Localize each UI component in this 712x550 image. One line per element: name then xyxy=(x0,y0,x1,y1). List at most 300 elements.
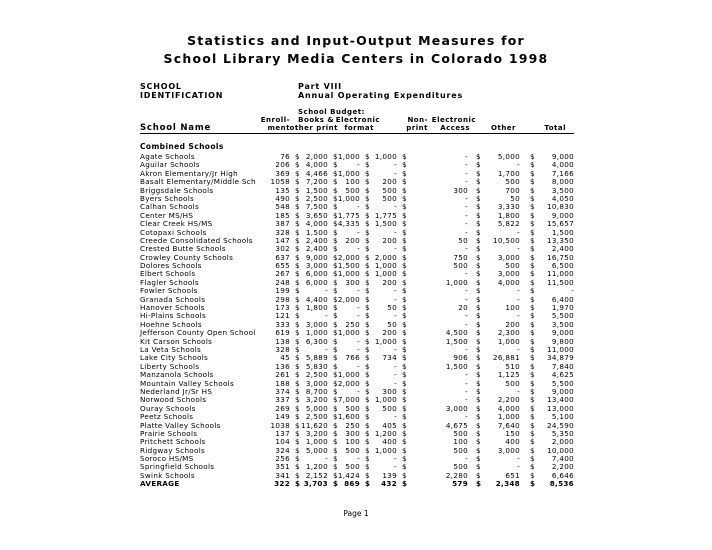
currency-symbol: $ xyxy=(530,445,535,455)
ea-cell: 4,675 xyxy=(445,420,468,430)
currency-symbol: $ xyxy=(476,319,481,329)
ea-cell: 4,500 xyxy=(445,328,468,338)
other-cell: 3,000 xyxy=(497,445,520,455)
currency-symbol: $ xyxy=(402,403,407,413)
np-cell: 1,000 xyxy=(374,269,397,279)
np-cell: - xyxy=(394,227,397,237)
currency-symbol: $ xyxy=(333,353,338,363)
np-cell: - xyxy=(394,311,397,321)
elec-format-header-bottom: format xyxy=(344,124,374,132)
currency-symbol: $ xyxy=(295,277,300,287)
books-header-top: Books & xyxy=(298,116,334,124)
currency-symbol: $ xyxy=(365,344,370,354)
ef-cell: 500 xyxy=(345,462,360,472)
currency-symbol: $ xyxy=(402,454,407,464)
currency-symbol: $ xyxy=(333,210,338,220)
currency-symbol: $ xyxy=(295,378,300,388)
np-cell: 1,500 xyxy=(374,219,397,229)
currency-symbol: $ xyxy=(476,370,481,380)
ea-cell: 500 xyxy=(453,462,468,472)
currency-symbol: $ xyxy=(530,470,535,480)
currency-symbol: $ xyxy=(333,454,338,464)
total-cell: 2,000 xyxy=(551,437,574,447)
currency-symbol: $ xyxy=(295,420,300,430)
currency-symbol: $ xyxy=(333,470,338,480)
np-cell: 1,000 xyxy=(374,261,397,271)
np-cell: - xyxy=(394,370,397,380)
ea-cell: - xyxy=(465,152,468,161)
ef-cell: 1,600 xyxy=(337,412,360,422)
currency-symbol: $ xyxy=(295,177,300,187)
currency-symbol: $ xyxy=(365,244,370,254)
currency-symbol: $ xyxy=(365,235,370,245)
school-name-cell: Flagler Schools xyxy=(140,277,199,287)
currency-symbol: $ xyxy=(402,420,407,430)
other-cell: 3,000 xyxy=(497,252,520,262)
other-cell: 150 xyxy=(505,428,520,438)
school-name-cell: La Veta Schools xyxy=(140,344,202,354)
enroll-cell: 322 xyxy=(274,479,290,489)
currency-symbol: $ xyxy=(295,193,300,203)
school-name-cell: Jefferson County Open School xyxy=(140,328,256,338)
currency-symbol: $ xyxy=(365,386,370,396)
ef-cell: - xyxy=(357,361,360,371)
currency-symbol: $ xyxy=(365,227,370,237)
currency-symbol: $ xyxy=(402,210,407,220)
currency-symbol: $ xyxy=(476,235,481,245)
enroll-cell: 387 xyxy=(275,219,290,229)
total-cell: 9,800 xyxy=(551,336,574,346)
ea-cell: - xyxy=(465,210,468,220)
other-cell: 2,200 xyxy=(497,395,520,405)
currency-symbol: $ xyxy=(333,344,338,354)
books-cell: 4,466 xyxy=(305,168,328,178)
enroll-cell: 374 xyxy=(275,386,290,396)
currency-symbol: $ xyxy=(530,177,535,187)
currency-symbol: $ xyxy=(295,227,300,237)
school-name-cell: Agate Schools xyxy=(140,152,195,161)
currency-symbol: $ xyxy=(333,395,338,405)
elec-format-header-top: Electronic xyxy=(335,116,380,124)
currency-symbol: $ xyxy=(365,470,370,480)
ef-cell: 1,000 xyxy=(337,328,360,338)
ea-cell: 100 xyxy=(453,437,468,447)
currency-symbol: $ xyxy=(295,445,300,455)
books-cell: - xyxy=(325,454,328,464)
currency-symbol: $ xyxy=(530,395,535,405)
ef-cell: - xyxy=(357,244,360,254)
np-cell: 50 xyxy=(387,303,397,313)
np-cell: 1,000 xyxy=(374,445,397,455)
school-name-cell: Elbert Schools xyxy=(140,269,196,279)
currency-symbol: $ xyxy=(530,168,535,178)
currency-symbol: $ xyxy=(476,361,481,371)
currency-symbol: $ xyxy=(333,386,338,396)
school-name-cell: Aguilar Schools xyxy=(140,160,200,170)
ef-cell: - xyxy=(357,160,360,170)
currency-symbol: $ xyxy=(295,235,300,245)
currency-symbol: $ xyxy=(476,437,481,447)
school-name-cell: Fowler Schools xyxy=(140,286,198,296)
elec-access-header-top: Electronic xyxy=(431,116,476,124)
ef-cell: 869 xyxy=(344,479,360,489)
np-cell: - xyxy=(394,454,397,464)
currency-symbol: $ xyxy=(365,319,370,329)
currency-symbol: $ xyxy=(476,336,481,346)
enroll-cell: 1058 xyxy=(270,177,290,187)
np-cell: - xyxy=(394,378,397,388)
total-cell: 3,500 xyxy=(551,319,574,329)
currency-symbol: $ xyxy=(530,185,535,195)
currency-symbol: $ xyxy=(295,395,300,405)
currency-symbol: $ xyxy=(530,386,535,396)
currency-symbol: $ xyxy=(476,227,481,237)
currency-symbol: $ xyxy=(476,168,481,178)
currency-symbol: $ xyxy=(530,378,535,388)
other-cell: 500 xyxy=(505,261,520,271)
ea-cell: 1,500 xyxy=(445,361,468,371)
currency-symbol: $ xyxy=(402,378,407,388)
np-cell: 1,000 xyxy=(374,152,397,161)
ef-cell: 1,000 xyxy=(337,269,360,279)
ea-cell: - xyxy=(465,177,468,187)
currency-symbol: $ xyxy=(333,160,338,170)
currency-symbol: $ xyxy=(365,403,370,413)
currency-symbol: $ xyxy=(333,445,338,455)
enroll-cell: 261 xyxy=(275,370,290,380)
books-cell: 3,703 xyxy=(303,479,328,489)
currency-symbol: $ xyxy=(402,252,407,262)
currency-symbol: $ xyxy=(530,286,535,296)
np-cell: - xyxy=(394,412,397,422)
currency-symbol: $ xyxy=(530,210,535,220)
ea-cell: 500 xyxy=(453,445,468,455)
currency-symbol: $ xyxy=(333,437,338,447)
currency-symbol: $ xyxy=(530,277,535,287)
other-cell: - xyxy=(517,244,520,254)
books-cell: 3,000 xyxy=(305,261,328,271)
other-cell: - xyxy=(517,227,520,237)
ea-cell: 1,500 xyxy=(445,336,468,346)
ef-cell: 250 xyxy=(345,319,360,329)
enroll-cell: 619 xyxy=(275,328,290,338)
enroll-cell: 269 xyxy=(275,403,290,413)
currency-symbol: $ xyxy=(365,336,370,346)
currency-symbol: $ xyxy=(295,403,300,413)
enroll-cell: 333 xyxy=(275,319,290,329)
total-cell: 10,830 xyxy=(547,202,574,212)
currency-symbol: $ xyxy=(365,286,370,296)
np-cell: 500 xyxy=(382,193,397,203)
books-cell: 8,700 xyxy=(305,386,328,396)
currency-symbol: $ xyxy=(295,462,300,472)
currency-symbol: $ xyxy=(530,152,535,161)
np-cell: 500 xyxy=(382,403,397,413)
total-cell: 13,400 xyxy=(547,395,574,405)
total-cell: 9,000 xyxy=(551,386,574,396)
total-cell: 4,625 xyxy=(551,370,574,380)
currency-symbol: $ xyxy=(365,311,370,321)
ef-cell: - xyxy=(357,336,360,346)
currency-symbol: $ xyxy=(476,269,481,279)
ea-cell: - xyxy=(465,160,468,170)
currency-symbol: $ xyxy=(333,152,338,161)
ef-cell: - xyxy=(357,311,360,321)
enroll-cell: 185 xyxy=(275,210,290,220)
currency-symbol: $ xyxy=(476,428,481,438)
currency-symbol: $ xyxy=(333,202,338,212)
books-cell: 1,200 xyxy=(305,462,328,472)
ea-cell: - xyxy=(465,294,468,304)
ea-cell: 3,000 xyxy=(445,403,468,413)
currency-symbol: $ xyxy=(295,386,300,396)
currency-symbol: $ xyxy=(530,319,535,329)
currency-symbol: $ xyxy=(476,470,481,480)
total-cell: 7,400 xyxy=(551,454,574,464)
table-row xyxy=(140,338,580,346)
np-cell: 200 xyxy=(382,328,397,338)
school-name-cell: Cotopaxi Schools xyxy=(140,227,207,237)
table-row xyxy=(140,287,580,295)
average-row xyxy=(140,480,580,488)
total-cell: 5,350 xyxy=(551,428,574,438)
school-name-cell: Pritchett Schools xyxy=(140,437,206,447)
currency-symbol: $ xyxy=(295,311,300,321)
currency-symbol: $ xyxy=(402,311,407,321)
ea-cell: - xyxy=(465,311,468,321)
ef-cell: - xyxy=(357,454,360,464)
currency-symbol: $ xyxy=(295,286,300,296)
currency-symbol: $ xyxy=(402,185,407,195)
school-name-cell: Liberty Schools xyxy=(140,361,200,371)
np-cell: 50 xyxy=(387,319,397,329)
currency-symbol: $ xyxy=(402,344,407,354)
currency-symbol: $ xyxy=(530,261,535,271)
currency-symbol: $ xyxy=(530,344,535,354)
currency-symbol: $ xyxy=(365,269,370,279)
currency-symbol: $ xyxy=(295,252,300,262)
other-cell: 7,640 xyxy=(497,420,520,430)
total-cell: 5,500 xyxy=(551,378,574,388)
currency-symbol: $ xyxy=(333,177,338,187)
currency-symbol: $ xyxy=(365,185,370,195)
other-cell: 510 xyxy=(505,361,520,371)
currency-symbol: $ xyxy=(530,269,535,279)
ea-cell: 300 xyxy=(453,185,468,195)
other-cell: 1,700 xyxy=(497,168,520,178)
other-cell: - xyxy=(517,344,520,354)
other-cell: - xyxy=(517,311,520,321)
currency-symbol: $ xyxy=(530,353,535,363)
currency-symbol: $ xyxy=(476,412,481,422)
books-cell: 4,000 xyxy=(305,160,328,170)
school-name-cell: Springfield Schools xyxy=(140,462,215,472)
school-name-cell: Platte Valley Schools xyxy=(140,420,221,430)
books-cell: 9,000 xyxy=(305,252,328,262)
school-name-cell: Peetz Schools xyxy=(140,412,194,422)
school-name-cell: Hoehne Schools xyxy=(140,319,202,329)
total-cell: 9,000 xyxy=(551,152,574,161)
school-name-cell: Creede Consolidated Schools xyxy=(140,235,253,245)
other-cell: 5,000 xyxy=(497,152,520,161)
ea-cell: 1,000 xyxy=(445,277,468,287)
currency-symbol: $ xyxy=(476,177,481,187)
currency-symbol: $ xyxy=(530,437,535,447)
other-cell: 651 xyxy=(505,470,520,480)
total-cell: 5,500 xyxy=(551,311,574,321)
currency-symbol: $ xyxy=(476,210,481,220)
enroll-cell: 188 xyxy=(275,378,290,388)
ef-cell: 500 xyxy=(345,403,360,413)
currency-symbol: $ xyxy=(476,185,481,195)
currency-symbol: $ xyxy=(402,294,407,304)
np-cell: 1,775 xyxy=(374,210,397,220)
currency-symbol: $ xyxy=(295,152,300,161)
currency-symbol: $ xyxy=(365,428,370,438)
currency-symbol: $ xyxy=(476,252,481,262)
other-cell: 1,125 xyxy=(497,370,520,380)
enroll-cell: 548 xyxy=(275,202,290,212)
currency-symbol: $ xyxy=(295,294,300,304)
np-cell: - xyxy=(394,294,397,304)
currency-symbol: $ xyxy=(530,328,535,338)
currency-symbol: $ xyxy=(402,269,407,279)
books-cell: 3,000 xyxy=(305,319,328,329)
currency-symbol: $ xyxy=(402,395,407,405)
np-cell: 1,200 xyxy=(374,428,397,438)
currency-symbol: $ xyxy=(402,462,407,472)
currency-symbol: $ xyxy=(476,193,481,203)
currency-symbol: $ xyxy=(402,160,407,170)
currency-symbol: $ xyxy=(530,303,535,313)
currency-symbol: $ xyxy=(295,160,300,170)
total-cell: 13,350 xyxy=(547,235,574,245)
school-name-cell: Hanover Schools xyxy=(140,303,205,313)
total-cell: 7,840 xyxy=(551,361,574,371)
other-cell: - xyxy=(517,286,520,296)
currency-symbol: $ xyxy=(402,303,407,313)
books-cell: 6,000 xyxy=(305,277,328,287)
enroll-cell: 341 xyxy=(275,470,290,480)
ef-cell: - xyxy=(357,386,360,396)
currency-symbol: $ xyxy=(295,336,300,346)
currency-symbol: $ xyxy=(530,370,535,380)
total-cell: 1,500 xyxy=(551,227,574,237)
currency-symbol: $ xyxy=(530,235,535,245)
currency-symbol: $ xyxy=(402,235,407,245)
currency-symbol: $ xyxy=(295,353,300,363)
currency-symbol: $ xyxy=(333,403,338,413)
np-cell: 300 xyxy=(382,386,397,396)
currency-symbol: $ xyxy=(402,386,407,396)
currency-symbol: $ xyxy=(530,428,535,438)
school-name-cell: Center MS/HS xyxy=(140,210,194,220)
ef-cell: 1,500 xyxy=(337,261,360,271)
enroll-cell: 328 xyxy=(275,227,290,237)
total-cell: - xyxy=(571,286,574,296)
ef-cell: 100 xyxy=(345,177,360,187)
enroll-cell: 1038 xyxy=(270,420,290,430)
currency-symbol: $ xyxy=(476,277,481,287)
currency-symbol: $ xyxy=(333,294,338,304)
ea-cell: - xyxy=(465,319,468,329)
total-cell: 4,000 xyxy=(551,160,574,170)
ea-cell: - xyxy=(465,386,468,396)
ef-cell: 300 xyxy=(345,277,360,287)
ea-cell: - xyxy=(465,168,468,178)
currency-symbol: $ xyxy=(365,395,370,405)
currency-symbol: $ xyxy=(402,336,407,346)
currency-symbol: $ xyxy=(295,319,300,329)
ef-cell: 2,000 xyxy=(337,294,360,304)
school-name-cell: Basalt Elementary/Middle Sch xyxy=(140,177,256,187)
currency-symbol: $ xyxy=(530,311,535,321)
books-cell: 2,500 xyxy=(305,412,328,422)
ef-cell: 1,000 xyxy=(337,168,360,178)
ea-cell: - xyxy=(465,286,468,296)
school-name-cell: Soroco HS/MS xyxy=(140,454,194,464)
np-cell: 200 xyxy=(382,277,397,287)
elec-access-header-bottom: Access xyxy=(440,124,470,132)
np-cell: 1,000 xyxy=(374,336,397,346)
books-header-bottom: other print xyxy=(289,124,338,132)
books-cell: 11,620 xyxy=(301,420,328,430)
school-name-cell: Calhan Schools xyxy=(140,202,200,212)
currency-symbol: $ xyxy=(402,479,408,489)
school-name-cell: Akron Elementary/Jr High xyxy=(140,168,238,178)
currency-symbol: $ xyxy=(333,311,338,321)
school-name-cell: Clear Creek HS/MS xyxy=(140,219,213,229)
enroll-cell: 138 xyxy=(275,336,290,346)
books-cell: 2,500 xyxy=(305,370,328,380)
total-cell: 8,000 xyxy=(551,177,574,187)
total-cell: 11,000 xyxy=(547,269,574,279)
currency-symbol: $ xyxy=(402,168,407,178)
ea-cell: - xyxy=(465,454,468,464)
books-cell: 5,000 xyxy=(305,445,328,455)
enroll-cell: 104 xyxy=(275,437,290,447)
table-row xyxy=(140,304,580,312)
enroll-cell: 173 xyxy=(275,303,290,313)
other-cell: 5,822 xyxy=(497,219,520,229)
currency-symbol: $ xyxy=(333,361,338,371)
enroll-cell: 248 xyxy=(275,277,290,287)
currency-symbol: $ xyxy=(530,361,535,371)
currency-symbol: $ xyxy=(476,294,481,304)
enroll-cell: 328 xyxy=(275,344,290,354)
enroll-cell: 369 xyxy=(275,168,290,178)
books-cell: 6,000 xyxy=(305,269,328,279)
total-header: Total xyxy=(544,124,566,132)
currency-symbol: $ xyxy=(476,160,481,170)
total-cell: 4,050 xyxy=(551,193,574,203)
nonprint-header-top: Non- xyxy=(407,116,428,124)
np-cell: 400 xyxy=(382,437,397,447)
currency-symbol: $ xyxy=(365,219,370,229)
currency-symbol: $ xyxy=(333,328,338,338)
ea-cell: - xyxy=(465,370,468,380)
currency-symbol: $ xyxy=(402,328,407,338)
other-cell: 500 xyxy=(505,177,520,187)
ef-cell: 300 xyxy=(345,428,360,438)
currency-symbol: $ xyxy=(530,454,535,464)
currency-symbol: $ xyxy=(333,462,338,472)
currency-symbol: $ xyxy=(365,370,370,380)
total-cell: 11,000 xyxy=(547,344,574,354)
currency-symbol: $ xyxy=(333,336,338,346)
currency-symbol: $ xyxy=(476,378,481,388)
total-cell: 6,400 xyxy=(551,294,574,304)
